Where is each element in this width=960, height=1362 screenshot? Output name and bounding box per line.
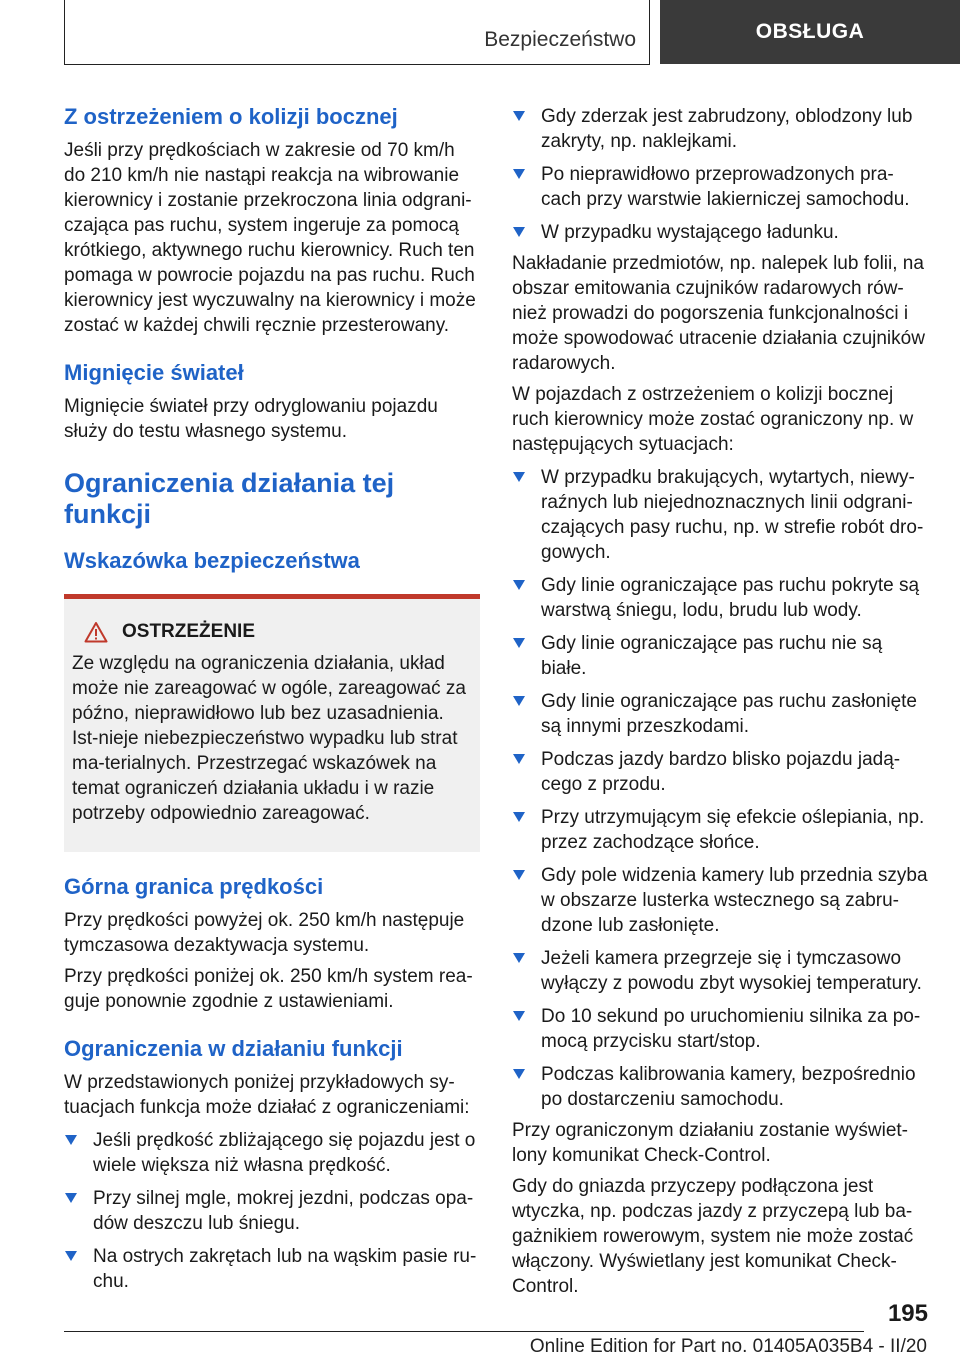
triangle-bullet-icon (513, 812, 525, 822)
list-item-text: Do 10 sekund po uruchomieniu silnika za po-mocą przycisku start/stop. (541, 1006, 921, 1052)
list-item (512, 689, 928, 739)
heading-side-collision: Z ostrzeżeniem o kolizji bocznej (64, 104, 398, 129)
warning-box (64, 594, 480, 852)
right-column (512, 100, 928, 1299)
triangle-bullet-icon (513, 227, 525, 237)
list-item (512, 863, 928, 938)
list-item (512, 747, 928, 797)
heading-safety-note: Wskazówka bezpieczeństwa (64, 548, 360, 573)
header-right-rule (649, 0, 650, 64)
triangle-bullet-icon (513, 696, 525, 706)
list-item (512, 946, 928, 996)
paragraph: Jeśli przy prędkościach w zakresie od 70 km/h do 210 km/h nie nastąpi reakcja na wibrowanie kierownicy i zostanie przekroczona linia odgrani-czająca pas ruchu, system ingeruje za pomocą krótkiego, aktywnego ruchu kierownicy. Ruch ten pomaga w powrocie pojazdu na pas ruchu. Ruch kierownicy jest wyczuwalny na kierownicy i może zostać w każdej chwili ręcznie przesterowany. (64, 140, 476, 336)
triangle-bullet-icon (513, 754, 525, 764)
header-chapter-tab[interactable]: OBSŁUGA (660, 0, 960, 64)
list-item-text: Gdy linie ograniczające pas ruchu pokryte są warstwą śniegu, lodu, brudu lub wody. (541, 575, 920, 621)
list-item (64, 1128, 480, 1178)
triangle-bullet-icon (513, 1011, 525, 1021)
triangle-bullet-icon (65, 1193, 77, 1203)
list-item-text: Po nieprawidłowo przeprowadzonych pra-cach przy warstwie lakierniczej samochodu. (541, 164, 910, 210)
list-item (512, 805, 928, 855)
paragraph: Nakładanie przedmiotów, np. nalepek lub folii, na obszar emitowania czujników radarowych rów-nież prowadzi do pogorszenia funkcjonalności i może spowodować utracenie działania czujników radarowych. (512, 253, 925, 374)
list-item (512, 573, 928, 623)
triangle-bullet-icon (513, 169, 525, 179)
list-item-text: Podczas jazdy bardzo blisko pojazdu jadą-cego z przodu. (541, 749, 901, 795)
heading-operation-limits: Ograniczenia w działaniu funkcji (64, 1036, 403, 1061)
warning-title-text: OSTRZEŻENIE (122, 621, 256, 642)
list-item (64, 1244, 480, 1294)
footer-rule (64, 1331, 864, 1332)
list-item-text: Gdy linie ograniczające pas ruchu zasłonięte są innymi przeszkodami. (541, 691, 917, 737)
triangle-bullet-icon (513, 638, 525, 648)
bullet-list (64, 1128, 480, 1294)
warning-triangle-icon (84, 621, 108, 643)
paragraph: Gdy do gniazda przyczepy podłączona jest wtyczka, np. podczas jazdy z przyczepą lub ba-gażnikiem rowerowym, system nie może zostać włączony. Wyświetlany jest komunikat Check-Control. (512, 1176, 914, 1297)
triangle-bullet-icon (513, 472, 525, 482)
bullet-list (512, 465, 928, 1112)
heading-function-limits: Ograniczenia działania tej funkcji (64, 468, 395, 529)
triangle-bullet-icon (513, 870, 525, 880)
list-item-text: Przy utrzymującym się efekcie oślepiania, np. przez zachodzące słońce. (541, 807, 925, 853)
triangle-bullet-icon (513, 1069, 525, 1079)
list-item (512, 465, 928, 565)
paragraph: Mignięcie świateł przy odryglowaniu pojazdu służy do testu własnego systemu. (64, 396, 438, 442)
page-number: 195 (887, 1300, 928, 1327)
paragraph: W pojazdach z ostrzeżeniem o kolizji bocznej ruch kierownicy może zostać ograniczony np. w następujących sytuacjach: (512, 384, 914, 455)
warning-text: Ze względu na ograniczenia działania, układ może nie zareagować w ogóle, zareagować za późno, nieprawidłowo lub bez uzasadnienia. Ist-nieje niebezpieczeństwo wypadku lub strat ma-terialnych. Przestrzegać wskazówek na temat ograniczeń działania układu i w razie potrzeby odpowiednio zareagować. (72, 653, 466, 824)
paragraph: W przedstawionych poniżej przykładowych sy-tuacjach funkcja może działać z ograniczeniami: (64, 1072, 470, 1118)
list-item-text: Jeśli prędkość zbliżającego się pojazdu jest o wiele większa niż własna prędkość. (93, 1130, 476, 1176)
heading-light-flash: Mignięcie świateł (64, 360, 244, 385)
list-item-text: Gdy zderzak jest zabrudzony, oblodzony lub zakryty, np. naklejkami. (541, 106, 913, 152)
list-item-text: Na ostrych zakrętach lub na wąskim pasie ru-chu. (93, 1246, 477, 1292)
header-bottom-rule (64, 64, 650, 65)
header-left-rule (64, 0, 65, 64)
footer-edition-text: Online Edition for Part no. 01405A035B4 - II/20 (529, 1336, 927, 1357)
list-item-text: Przy silnej mgle, mokrej jezdni, podczas opa-dów deszczu lub śniegu. (93, 1188, 474, 1234)
triangle-bullet-icon (513, 111, 525, 121)
list-item (512, 1004, 928, 1054)
list-item-text: W przypadku wystającego ładunku. (541, 222, 839, 243)
list-item-text: Podczas kalibrowania kamery, bezpośrednio po dostarczeniu samochodu. (541, 1064, 916, 1110)
bullet-list (512, 104, 928, 245)
paragraph: Przy ograniczonym działaniu zostanie wyświet-lony komunikat Check-Control. (512, 1120, 908, 1166)
triangle-bullet-icon (513, 580, 525, 590)
header-section-title: Bezpieczeństwo (484, 28, 636, 51)
triangle-bullet-icon (513, 953, 525, 963)
list-item (512, 104, 928, 154)
list-item-text: Jeżeli kamera przegrzeje się i tymczasowo wyłączy z powodu zbyt wysokiej temperatury. (541, 948, 922, 994)
triangle-bullet-icon (65, 1135, 77, 1145)
warning-title (72, 621, 472, 643)
list-item-text: Gdy linie ograniczające pas ruchu nie są białe. (541, 633, 883, 679)
heading-upper-speed-limit: Górna granica prędkości (64, 874, 324, 899)
list-item (512, 220, 928, 245)
paragraph: Przy prędkości poniżej ok. 250 km/h system rea-guje ponownie zgodnie z ustawieniami. (64, 966, 473, 1012)
triangle-bullet-icon (65, 1251, 77, 1261)
list-item (512, 162, 928, 212)
list-item (512, 1062, 928, 1112)
left-column (64, 100, 480, 1294)
list-item (64, 1186, 480, 1236)
paragraph: Przy prędkości powyżej ok. 250 km/h następuje tymczasowa dezaktywacja systemu. (64, 910, 465, 956)
list-item-text: W przypadku brakujących, wytartych, niewy-raźnych lub niejednoznacznych linii odgrani-czających pasy ruchu, np. w strefie robót dro-gowych. (541, 467, 924, 563)
list-item (512, 631, 928, 681)
list-item-text: Gdy pole widzenia kamery lub przednia szyba w obszarze lusterka wstecznego są zabru-dzone lub zasłonięte. (541, 865, 928, 936)
